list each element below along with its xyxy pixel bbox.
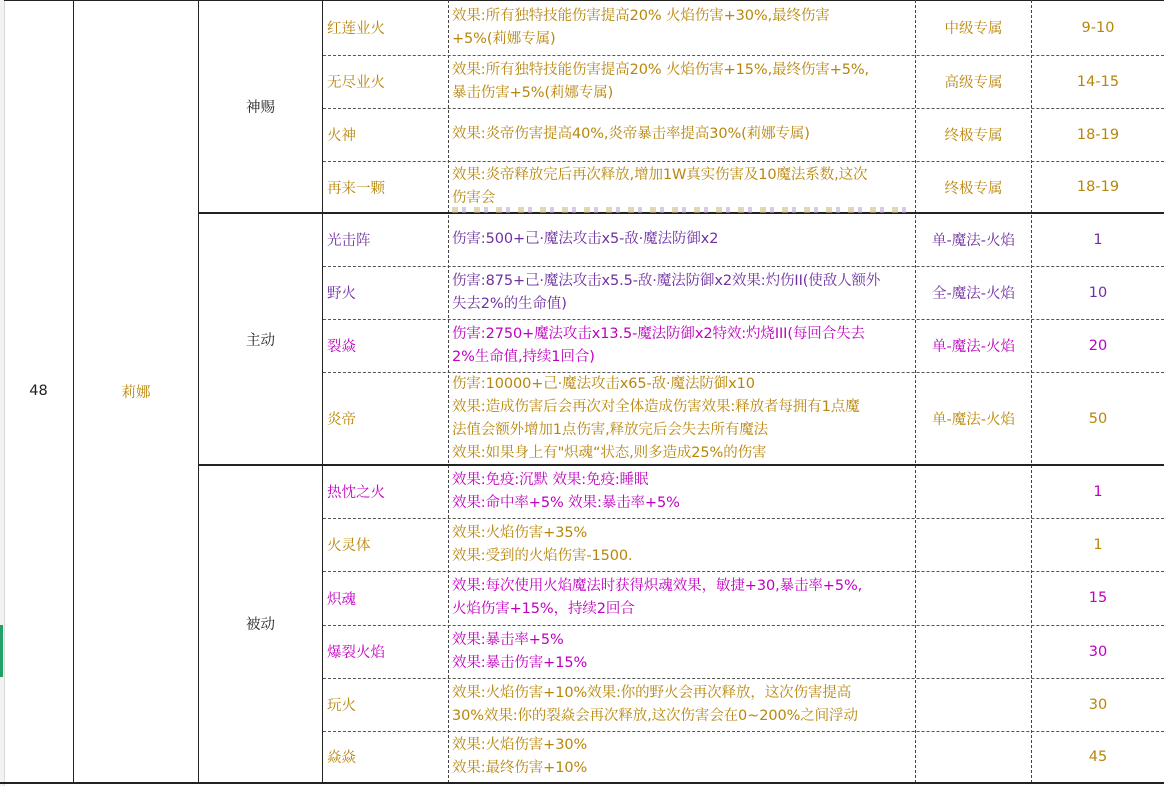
skill-category-cell[interactable] [916, 731, 1031, 782]
skill-effect-line: 效果:每次使用火焰魔法时获得炽魂效果，敏捷+30,暴击率+5%, [452, 578, 863, 594]
skill-level-cell[interactable] [1032, 213, 1164, 266]
skill-category-cell[interactable] [916, 372, 1031, 465]
skill-effect-line: 伤害会 [452, 190, 496, 206]
clipped-text-remnant [452, 207, 912, 213]
hero-name-cell[interactable] [74, 0, 198, 782]
skill-level-cell[interactable] [1032, 266, 1164, 319]
skill-name: 红莲业火 [327, 21, 385, 37]
skill-name: 裂焱 [327, 339, 356, 355]
skill-level: 20 [1088, 337, 1108, 354]
skill-name-cell[interactable] [323, 0, 448, 55]
skill-level: 9-10 [1081, 19, 1115, 36]
skill-name: 爆裂火焰 [327, 645, 385, 661]
skill-effect-line: 效果:命中率+5% 效果:暴击率+5% [452, 494, 680, 511]
skill-category-cell[interactable] [916, 213, 1031, 266]
skill-level-cell[interactable] [1032, 518, 1164, 571]
skill-name: 火灵体 [327, 538, 371, 554]
skill-effect-cell[interactable] [449, 678, 915, 731]
skill-type-cell[interactable] [199, 0, 322, 213]
skill-effect-line: 失去2%的生命值) [452, 295, 567, 312]
skill-effect-line: 效果:炎帝释放完后再次释放,增加1W真实伤害及10魔法系数,这次 [452, 167, 868, 183]
skill-effect-line: +5%(莉娜专属) [452, 30, 556, 47]
skill-category: 单-魔法-火焰 [932, 339, 1015, 355]
skill-type-cell[interactable] [199, 213, 322, 465]
skill-category: 高级专属 [944, 75, 1003, 91]
skill-name: 炎帝 [327, 412, 356, 428]
skill-category-cell[interactable] [916, 678, 1031, 731]
skill-name: 玩火 [327, 698, 356, 714]
skill-category-cell[interactable] [916, 319, 1031, 372]
skill-level: 1 [1093, 483, 1103, 500]
skill-category-cell[interactable] [916, 571, 1031, 625]
skill-level-cell[interactable] [1032, 319, 1164, 372]
skill-name: 炽魂 [327, 591, 356, 608]
skill-type-cell[interactable] [199, 465, 322, 782]
skill-level: 14-15 [1076, 73, 1120, 90]
skill-name: 焱焱 [327, 750, 356, 766]
skill-category-cell[interactable] [916, 0, 1031, 55]
skill-category-cell[interactable] [916, 518, 1031, 571]
skill-category: 单-魔法-火焰 [932, 412, 1015, 428]
skill-effect-cell[interactable] [449, 161, 915, 213]
skill-level-cell[interactable] [1032, 55, 1164, 108]
skill-category: 终极专属 [944, 128, 1003, 144]
skill-effect-line: 效果:所有独特技能伤害提高20% 火焰伤害+15%,最终伤害+5%, [452, 61, 870, 78]
skill-type-label: 被动 [246, 617, 275, 633]
skill-effect-cell[interactable] [449, 108, 915, 161]
skill-effect-line: 暴击伤害+5%(莉娜专属) [452, 84, 614, 101]
skill-category-cell[interactable] [916, 108, 1031, 161]
skill-level: 15 [1088, 590, 1108, 606]
skill-name: 再来一颗 [327, 180, 385, 197]
skill-level-cell[interactable] [1032, 571, 1164, 625]
skill-level-cell[interactable] [1032, 731, 1164, 782]
skill-level: 45 [1088, 748, 1108, 765]
skill-name-cell[interactable] [323, 518, 448, 571]
skill-name: 热忱之火 [327, 485, 385, 501]
table-bottom-border [0, 782, 1164, 784]
skill-type-label: 主动 [246, 332, 275, 349]
skill-effect-line: 伤害:500+己·魔法攻击x5-敌·魔法防御x2 [452, 231, 719, 247]
skill-effect-line: 30%效果:你的裂焱会再次释放,这次伤害会在0~200%之间浮动 [452, 707, 858, 724]
skill-effect-cell[interactable] [449, 571, 915, 625]
skill-name-cell[interactable] [323, 731, 448, 782]
skill-effect-cell[interactable] [449, 372, 915, 465]
skill-effect-cell[interactable] [449, 625, 915, 678]
skill-effect-line: 效果:暴击率+5% [452, 631, 564, 648]
skill-level-cell[interactable] [1032, 108, 1164, 161]
skill-category: 单-魔法-火焰 [932, 233, 1015, 249]
skill-level: 18-19 [1076, 179, 1120, 195]
skill-level-cell[interactable] [1032, 465, 1164, 518]
skill-name-cell[interactable] [323, 319, 448, 372]
skill-name: 野火 [327, 286, 356, 302]
skill-level-cell[interactable] [1032, 625, 1164, 678]
skill-effect-line: 效果:受到的火焰伤害-1500. [452, 547, 633, 564]
skill-level: 1 [1093, 536, 1103, 553]
skill-name-cell[interactable] [323, 55, 448, 108]
skill-name-cell[interactable] [323, 571, 448, 625]
skill-level-cell[interactable] [1032, 678, 1164, 731]
skill-level: 18-19 [1076, 126, 1120, 143]
skill-effect-line: 火焰伤害+15%，持续2回合 [452, 601, 635, 617]
skill-effect-cell[interactable] [449, 518, 915, 571]
skill-effect-cell[interactable] [449, 266, 915, 319]
skill-category-cell[interactable] [916, 161, 1031, 213]
skill-effect-line: 效果:火焰伤害+30% [452, 736, 588, 753]
skill-category: 中级专属 [944, 21, 1003, 37]
skill-name-cell[interactable] [323, 266, 448, 319]
hero-level-cell[interactable] [4, 0, 73, 782]
skill-type-label: 神赐 [246, 100, 275, 116]
skill-category-cell[interactable] [916, 625, 1031, 678]
skill-effect-line: 效果:暴击伤害+15% [452, 654, 588, 671]
skill-effect-line: 效果:所有独特技能伤害提高20% 火焰伤害+30%,最终伤害 [452, 7, 830, 24]
skill-level: 1 [1093, 231, 1103, 248]
skill-level-cell[interactable] [1032, 372, 1164, 465]
skill-level-cell[interactable] [1032, 0, 1164, 55]
skill-name-cell[interactable] [323, 213, 448, 266]
skill-effect-line: 效果:炎帝伤害提高40%,炎帝暴击率提高30%(莉娜专属) [452, 126, 810, 142]
skill-effect-line: 效果:造成伤害后会再次对全体造成伤害效果:释放者每拥有1点魔 [452, 398, 860, 415]
skill-name-cell[interactable] [323, 372, 448, 465]
skill-effect-line: 法值会额外增加1点伤害,释放完后会失去所有魔法 [452, 421, 769, 438]
hero-name: 莉娜 [121, 384, 151, 401]
skill-name-cell[interactable] [323, 625, 448, 678]
skill-name-cell[interactable] [323, 108, 448, 161]
skill-category-cell[interactable] [916, 55, 1031, 108]
skill-name-cell[interactable] [323, 465, 448, 518]
skill-name: 火神 [327, 128, 356, 144]
skill-effect-cell[interactable] [449, 213, 915, 266]
skill-effect-line: 效果:火焰伤害+10%效果:你的野火会再次释放，这次伤害提高 [452, 684, 852, 701]
skill-effect-cell[interactable] [449, 731, 915, 782]
hero-level: 48 [29, 383, 48, 399]
skill-name-cell[interactable] [323, 161, 448, 213]
skill-level: 30 [1088, 696, 1108, 713]
skill-effect-line: 效果:如果身上有"炽魂“状态,则多造成25%的伤害 [452, 444, 767, 461]
skill-category-cell[interactable] [916, 465, 1031, 518]
skill-effect-line: 效果:免疫:沉默 效果:免疫:睡眠 [452, 471, 649, 488]
skill-effect-line: 伤害:10000+己·魔法攻击x65-敌·魔法防御x10 [452, 375, 755, 392]
skill-effect-line: 效果:火焰伤害+35% [452, 524, 588, 541]
skill-name: 无尽业火 [327, 75, 385, 91]
skill-effect-line: 伤害:2750+魔法攻击x13.5-魔法防御x2特效:灼烧III(每回合失去 [452, 325, 865, 342]
skill-effect-cell[interactable] [449, 55, 915, 108]
skill-effect-cell[interactable] [449, 465, 915, 518]
skill-effect-line: 伤害:875+己·魔法攻击x5.5-敌·魔法防御x2效果:灼伤II(使敌人额外 [452, 272, 881, 289]
skill-level: 30 [1088, 643, 1108, 660]
skill-category: 终极专属 [944, 180, 1003, 197]
skill-effect-line: 效果:最终伤害+10% [452, 759, 588, 776]
skill-effect-cell[interactable] [449, 0, 915, 55]
skill-level: 50 [1088, 410, 1108, 427]
skill-category: 全-魔法-火焰 [932, 286, 1015, 302]
skill-effect-cell[interactable] [449, 319, 915, 372]
skill-name-cell[interactable] [323, 678, 448, 731]
skill-category-cell[interactable] [916, 266, 1031, 319]
skill-level: 10 [1088, 284, 1108, 301]
skill-name: 光击阵 [327, 233, 371, 249]
skill-level-cell[interactable] [1032, 161, 1164, 213]
skill-effect-line: 2%生命值,持续1回合) [452, 348, 595, 365]
